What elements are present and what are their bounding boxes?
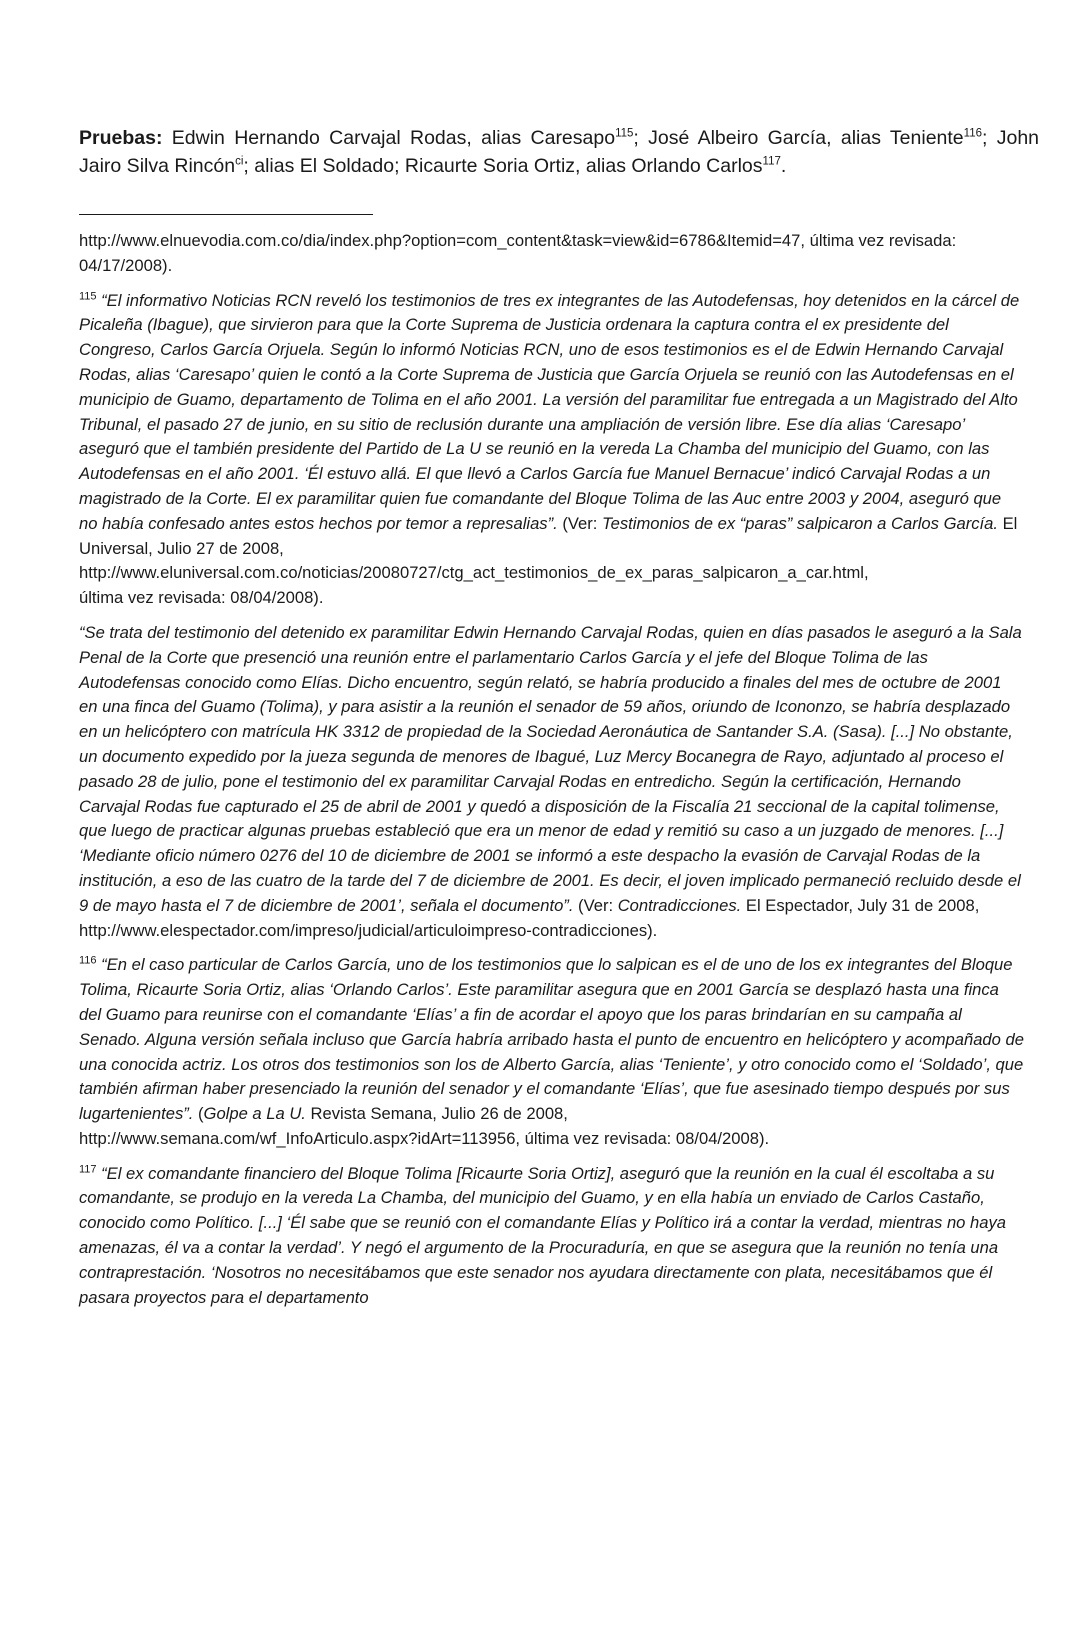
footnote-quote: “En el caso particular de Carlos García, uno de los testimonios que lo salpican es el de uno de los ex integrantes del Bloque Tolima, Ricaurte Soria Ortiz, alias ‘Orlando Carlos’. Este paramilitar asegura que en 2001 García se desplazó hasta una finca del Guamo para reunirse con el comandante ‘Elías’ a fin de acordar el apoyo que los paras brindarían en su campaña al Senado. Alguna versión señala incluso que García habría arribado hasta el punto de encuentro en helicóptero y acompañado de una conocida actriz. Los otros dos testimonios son los de Alberto García, alias ‘Teniente’, y otro conocido como el ‘Soldado’, que también afirman haber presenciado la reunión del senador y el comandante ‘Elías’, que fue asesinado tiempo después por sus lugartenientes”. xyxy=(79,955,1024,1124)
footnote-source: Revista Semana, Julio 26 de 2008, xyxy=(305,1104,568,1124)
footnotes xyxy=(79,229,1024,1320)
footnote-ref-117[interactable]: 117 xyxy=(762,155,781,168)
pruebas-text-4: ; alias El Soldado; Ricaurte Soria Ortiz, alias Orlando Carlos xyxy=(243,155,763,177)
pruebas-text-5: . xyxy=(780,155,787,177)
footnote-source: El Espectador, July 31 de 2008, xyxy=(741,895,980,915)
footnote-source-title: Testimonios de ex “paras” salpicaron a Carlos García. xyxy=(602,513,998,533)
footnote-ref-116[interactable]: 116 xyxy=(963,127,982,140)
footnote-tail: última vez revisada: 08/04/2008). xyxy=(79,588,324,608)
footnote-115-continued xyxy=(79,621,1024,943)
footnote-number: 117 xyxy=(79,1163,97,1176)
footnote-tail: última vez revisada: 08/04/2008). xyxy=(520,1128,770,1148)
footnote-quote: “El ex comandante financiero del Bloque Tolima [Ricaurte Soria Ortiz], aseguró que la reunión en la cual él escoltaba a su comandante, se produjo en la vereda La Chamba, del municipio del Guamo, y en ella había un enviado de Carlos Castaño, conocido como Político. [...] ‘Él sabe que se reunió con el comandante Elías y Político irá a contar la verdad, mientras no haya amenazas, él va a contar la verdad’. Y negó el argumento de la Procuraduría, en que se asegura que la reunión no tenía una contraprestación. ‘Nosotros no necesitábamos que este senador nos ayudara directamente con plata, necesitábamos que él pasara proyectos para el departamento xyxy=(79,1163,1006,1307)
footnote-ref-115[interactable]: 115 xyxy=(615,127,634,140)
footnote-ref-ci[interactable]: ci xyxy=(235,155,244,168)
footnote-115 xyxy=(79,289,1024,611)
pruebas-text-3: ; John Jairo Silva Rincón xyxy=(79,127,1040,177)
footnote-ver: (Ver: xyxy=(557,513,603,533)
footnote-ver: ( xyxy=(193,1104,204,1124)
footnote-source: El Universal, Julio 27 de 2008, xyxy=(79,513,1018,558)
footnote-quote: “Se trata del testimonio del detenido ex paramilitar Edwin Hernando Carvajal Rodas, quien en días pasados le aseguró a la Sala Penal de la Corte que presenció una reunión entre el parlamentario Carlos García y el jefe del Bloque Tolima de las Autodefensas conocido como Elías. Dicho encuentro, según relató, se habría producido a finales del mes de octubre de 2001 en una finca del Guamo (Tolima), y para asistir a la reunión el senador de 59 años, oriundo de Icononzo, se habría desplazado en un helicóptero con matrícula HK 3312 de propiedad de la Sociedad Aeronáutica de Santander S.A. (Sasa). [...] No obstante, un documento expedido por la jueza segunda de menores de Ibagué, Luz Mercy Bocanegra de Rayo, adjuntado al proceso el pasado 28 de julio, pone el testimonio del ex paramilitar Carvajal Rodas en entredicho. Según la certificación, Hernando Carvajal Rodas fue capturado el 25 de abril de 2001 y quedó a disposición de la Fiscalía 21 seccional de la capital tolimense, que luego de practicar algunas pruebas estableció que era un menor de edad y remitió su caso a un juzgado de menores. [...] ‘Mediante oficio número 0276 del 10 de diciembre de 2001 se informó a este despacho la evasión de Carvajal Rodas de la institución, a eso de las cuatro de la tarde del 7 de diciembre de 2001. Es decir, el joven implicado permaneció recluido desde el 9 de mayo hasta el 7 de diciembre de 2001’, señala el documento”. xyxy=(79,622,1022,915)
footnote-number: 115 xyxy=(79,290,97,303)
footnote-link[interactable]: http://www.elespectador.com/impreso/judicial/articuloimpreso-contradicciones). xyxy=(79,920,658,940)
footnote-ver: (Ver: xyxy=(573,895,618,915)
footnote-tail: última vez revisada: 04/17/2008). xyxy=(79,231,957,275)
footnote-number: 116 xyxy=(79,954,97,967)
pruebas-text-2: ; José Albeiro García, alias Teniente xyxy=(633,127,964,149)
pruebas-label: Pruebas: xyxy=(79,127,163,149)
footnote-source-title: Contradicciones. xyxy=(617,895,742,915)
footnote-source-title: Golpe a La U. xyxy=(203,1104,306,1124)
pruebas-paragraph xyxy=(79,124,1039,180)
footnote-continuation xyxy=(79,229,1024,279)
footnote-link[interactable]: http://www.semana.com/wf_InfoArticulo.aspx?idArt=113956, xyxy=(79,1128,521,1148)
footnote-116 xyxy=(79,953,1024,1151)
footnote-link[interactable]: http://www.elnuevodia.com.co/dia/index.php?option=com_content&task=view&id=6786&Itemid=47, xyxy=(79,231,805,250)
pruebas-text-1: Edwin Hernando Carvajal Rodas, alias Caresapo xyxy=(162,127,616,149)
footnote-separator xyxy=(79,214,373,215)
footnote-117 xyxy=(79,1162,1024,1311)
footnote-quote: “El informativo Noticias RCN reveló los testimonios de tres ex integrantes de las Autodefensas, hoy detenidos en la cárcel de Picaleña (Ibague), que sirvieron para que la Corte Suprema de Justicia ordenara la captura contra el ex presidente del Congreso, Carlos García Orjuela. Según lo informó Noticias RCN, uno de esos testimonios es el de Edwin Hernando Carvajal Rodas, alias ‘Caresapo’ quien le contó a la Corte Suprema de Justicia que García Orjuela se reunió con las Autodefensas en el municipio de Guamo, departamento de Tolima en el año 2001. La versión del paramilitar fue entregada a un Magistrado del Alto Tribunal, el pasado 27 de junio, en su sitio de reclusión durante una ampliación de versión libre. Ese día alias ‘Caresapo’ aseguró que el también presidente del Partido de La U se reunió en la vereda La Chamba del municipio del Guamo, con las Autodefensas en el año 2001. ‘Él estuvo allá. El que llevó a Carlos García fue Manuel Bernacue’ indicó Carvajal Rodas a un magistrado de la Corte. El ex paramilitar quien fue comandante del Bloque Tolima de las Auc entre 2003 y 2004, aseguró que no había confesado antes estos hechos por temor a represalias”. xyxy=(79,290,1020,533)
footnote-link[interactable]: http://www.eluniversal.com.co/noticias/20080727/ctg_act_testimonios_de_ex_paras_salpicaron_a_car.html, xyxy=(79,563,869,583)
